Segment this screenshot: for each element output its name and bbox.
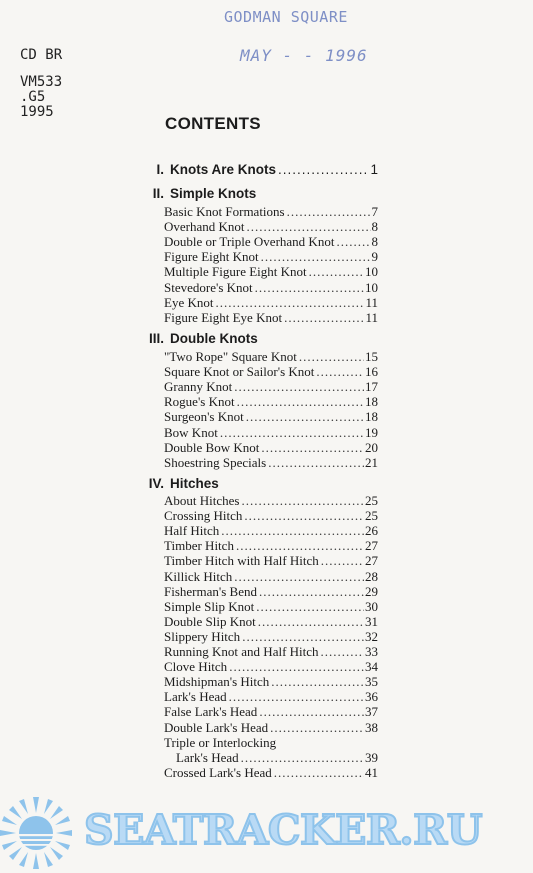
toc-entry-label: Lark's Head	[164, 689, 227, 705]
dot-leader	[241, 750, 364, 766]
dot-leader	[258, 614, 364, 630]
toc-entry-label: Triple or Interlocking	[164, 734, 277, 750]
toc-entry-page: 10	[365, 279, 378, 295]
dot-leader	[287, 204, 371, 220]
toc-entry-label: Running Knot and Half Hitch	[164, 644, 319, 659]
toc-entry-page: 26	[365, 523, 378, 539]
toc-entry	[164, 295, 378, 310]
toc-entry-page: 34	[365, 659, 378, 675]
toc-entry-label: False Lark's Head	[164, 704, 258, 720]
toc-entry-label: Multiple Figure Eight Knot	[164, 264, 307, 280]
dot-leader	[220, 425, 364, 441]
toc-entry-page: 27	[365, 553, 378, 569]
dot-leader	[247, 219, 371, 235]
toc-entry-label: Slippery Hitch	[164, 628, 241, 644]
toc-entry	[164, 659, 378, 674]
toc-entry	[164, 644, 378, 659]
section-page: 1	[370, 162, 378, 177]
library-stamp-date: MAY - - 1996	[240, 46, 368, 65]
section-title: Simple Knots	[170, 186, 257, 201]
page-title: CONTENTS	[165, 114, 261, 133]
section-heading-3	[148, 331, 378, 346]
toc-entry	[164, 538, 378, 553]
call-number	[20, 46, 62, 122]
dot-leader	[229, 659, 364, 675]
dot-leader	[221, 523, 364, 539]
toc-entry-label: Crossed Lark's Head	[164, 764, 272, 780]
toc-entry-label: Figure Eight Eye Knot	[164, 309, 283, 325]
toc-entry-label: Killick Hitch	[164, 568, 233, 584]
dot-leader	[244, 508, 364, 524]
toc-entry-page: 18	[365, 409, 378, 425]
toc-entry	[164, 204, 378, 219]
toc-entry	[164, 219, 378, 234]
toc-entry-label: "Two Rope" Square Knot	[164, 349, 297, 364]
dot-leader	[261, 440, 364, 456]
dot-leader	[236, 538, 364, 554]
dot-leader	[255, 280, 364, 296]
section-title: Double Knots	[170, 331, 258, 346]
toc-entry-label: Basic Knot Formations	[164, 204, 285, 219]
dot-leader	[215, 295, 364, 311]
toc-entry-page: 35	[365, 674, 378, 690]
section-number: II.	[152, 186, 164, 201]
toc-entry	[164, 508, 378, 523]
section-heading-4	[148, 476, 378, 491]
toc-entry	[164, 629, 378, 644]
section-title: Hitches	[170, 476, 219, 491]
dot-leader	[234, 569, 364, 585]
watermark-text: SEATRACKER.RU	[84, 806, 483, 854]
section-number: III.	[148, 331, 164, 346]
toc-entry	[164, 614, 378, 629]
section-number: IV.	[148, 476, 164, 491]
toc-entry-label: Midshipman's Hitch	[164, 674, 270, 690]
toc-entry-page: 30	[365, 598, 378, 614]
toc-entry	[164, 409, 378, 424]
toc-entry-page: 25	[365, 508, 378, 524]
toc-entry	[164, 264, 378, 279]
toc-entry-page: 11	[365, 309, 378, 325]
toc-entry	[164, 234, 378, 249]
toc-entry-label: Stevedore's Knot	[164, 279, 253, 295]
call-number-line: .G5	[20, 89, 46, 105]
dot-leader	[270, 720, 364, 736]
toc-entry	[164, 249, 378, 264]
toc-entry-page: 7	[371, 204, 378, 219]
toc-entry-label: Rogue's Knot	[164, 394, 235, 410]
toc-entry	[164, 394, 378, 409]
toc-entry-page: 37	[365, 704, 378, 720]
toc-entry-page: 33	[365, 644, 378, 659]
toc-entry-label: Fisherman's Bend	[164, 583, 257, 599]
toc-entry	[164, 425, 378, 440]
toc-entry-page: 32	[365, 628, 378, 644]
toc-entry-label: Double Lark's Head	[164, 719, 269, 735]
dot-leader	[259, 704, 364, 720]
toc-entry	[164, 704, 378, 719]
toc-entry	[164, 569, 378, 584]
dot-leader	[321, 553, 364, 569]
toc-entry-label: Eye Knot	[164, 294, 214, 310]
toc-entry-page: 29	[365, 583, 378, 599]
dot-leader	[268, 455, 364, 471]
toc-entry-label: Simple Slip Knot	[164, 598, 255, 614]
toc-entry	[164, 689, 378, 704]
toc-entry-label: Square Knot or Sailor's Knot	[164, 364, 315, 380]
toc-entry	[164, 310, 378, 325]
toc-entry-page: 28	[365, 568, 378, 584]
call-number-line: 1995	[20, 104, 54, 120]
dot-leader	[309, 264, 364, 280]
toc-entry-label: Surgeon's Knot	[164, 409, 244, 425]
toc-entry-label: Bow Knot	[164, 424, 218, 440]
toc-entry	[164, 584, 378, 599]
toc-entry-label: Timber Hitch with Half Hitch	[164, 553, 319, 569]
toc-entry-page: 16	[365, 364, 378, 380]
toc-entry	[164, 720, 378, 735]
toc-entry-page: 36	[365, 689, 378, 705]
toc-entry-label: Double or Triple Overhand Knot	[164, 234, 335, 250]
toc-entry-page: 11	[365, 294, 378, 310]
dot-leader	[234, 379, 364, 395]
dot-leader	[229, 689, 364, 705]
toc-entry	[164, 599, 378, 614]
toc-entry	[164, 349, 378, 364]
toc-entry-page: 21	[365, 454, 378, 470]
toc-entry-label: Half Hitch	[164, 523, 220, 539]
toc-entry-label: Overhand Knot	[164, 219, 245, 235]
toc-entry	[164, 379, 378, 394]
toc-entry	[164, 674, 378, 689]
dot-leader	[246, 409, 364, 425]
toc-entry-label: Crossing Hitch	[164, 508, 243, 524]
toc-entry	[164, 765, 378, 780]
dot-leader	[274, 765, 364, 781]
toc-entry-label: Clove Hitch	[164, 659, 228, 675]
toc-entry-page: 17	[365, 379, 378, 395]
toc-entry-label: Figure Eight Knot	[164, 249, 259, 265]
dot-leader	[299, 349, 364, 365]
toc-entry	[164, 553, 378, 568]
section-heading-1	[148, 162, 378, 177]
toc-entry	[164, 735, 378, 750]
section-heading-2	[148, 186, 378, 201]
dot-leader	[242, 629, 364, 645]
dot-leader	[284, 310, 364, 326]
toc-entry	[164, 455, 378, 470]
toc-entry-label: Lark's Head	[176, 749, 239, 765]
toc-entry-page: 9	[371, 249, 378, 265]
toc-entry	[164, 440, 378, 455]
toc-entry-page: 31	[365, 613, 378, 629]
toc-entry-page: 41	[365, 764, 378, 780]
toc-entry	[164, 493, 378, 508]
toc-entry-page: 38	[365, 719, 378, 735]
call-number-line: CD BR	[20, 47, 63, 63]
dot-leader	[261, 249, 371, 265]
toc-entry-page: 19	[365, 424, 378, 440]
dot-leader	[256, 599, 364, 615]
toc-entry	[164, 523, 378, 538]
sun-icon	[0, 797, 72, 869]
toc-entry-page: 25	[365, 493, 378, 508]
toc-entry-label: Shoestring Specials	[164, 454, 267, 470]
dot-leader	[237, 394, 364, 410]
toc-entry-page: 8	[371, 234, 378, 250]
toc-entry-label: Granny Knot	[164, 379, 233, 395]
toc-entry	[164, 750, 378, 765]
dot-leader	[271, 674, 364, 690]
toc-entry-page: 10	[365, 264, 378, 280]
dot-leader	[336, 234, 370, 250]
toc-entry-label: About Hitches	[164, 493, 240, 508]
section-title: Knots Are Knots	[170, 162, 277, 177]
dot-leader	[316, 364, 364, 380]
toc-entry-page: 39	[365, 749, 378, 765]
dot-leader	[321, 644, 364, 660]
library-stamp-name: GODMAN SQUARE	[224, 8, 348, 26]
toc-entry-label: Timber Hitch	[164, 538, 234, 554]
toc-entry-page: 27	[365, 538, 378, 554]
dot-leader	[259, 584, 364, 600]
dot-leader	[278, 162, 368, 177]
toc-entry-page: 18	[365, 394, 378, 410]
toc-entry	[164, 280, 378, 295]
toc-entry-page: 8	[371, 219, 378, 235]
toc-entry	[164, 364, 378, 379]
call-number-line: VM533	[20, 74, 63, 90]
section-number: I.	[156, 162, 164, 177]
toc-entry-page: 15	[365, 349, 378, 364]
toc-entry-label: Double Slip Knot	[164, 613, 256, 629]
toc-entry-label: Double Bow Knot	[164, 439, 260, 455]
toc-entry-page: 20	[365, 439, 378, 455]
dot-leader	[241, 493, 364, 509]
